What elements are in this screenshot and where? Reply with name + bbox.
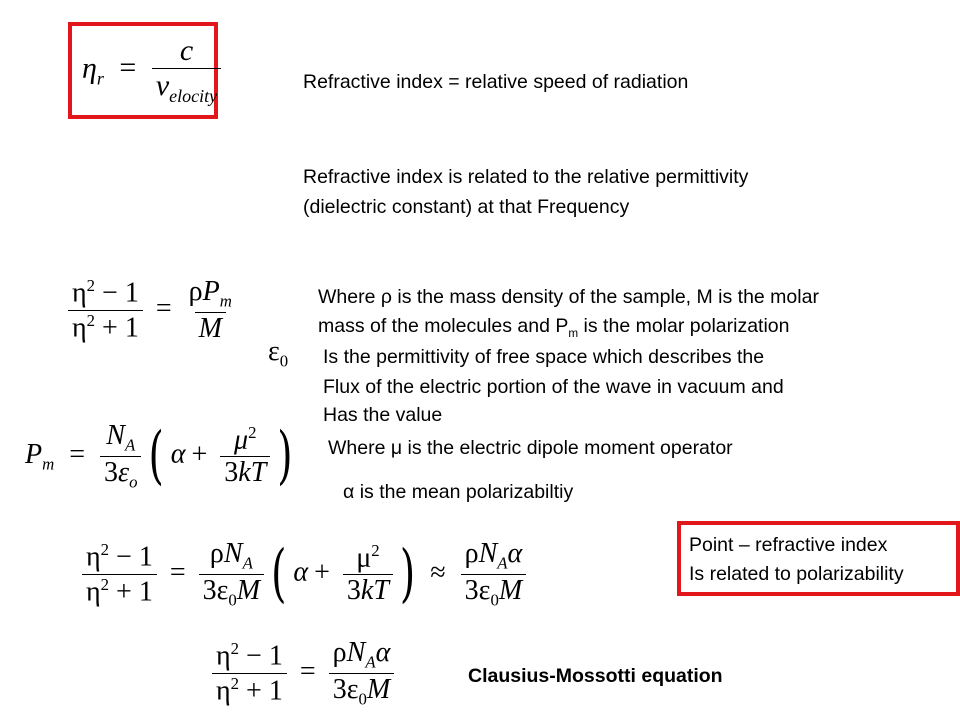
clausius-mossotti-formula: $\frac{\eta^2 - 1}{\eta^2 + 1}$ = $\frac{\rho N_A\alpha}{3\varepsilon_0M}$ bbox=[212, 637, 394, 709]
eps-text-line3: Has the value bbox=[323, 404, 443, 426]
molar-polarization-equation: $P_m$ = $\frac{N_A}{3\varepsilon_o}$ ( α + $\frac{\mu^2}{3kT}$ ) bbox=[25, 420, 293, 493]
point-text-line1: Point – refractive index bbox=[689, 534, 888, 556]
point-text-line2: Is related to polarizability bbox=[689, 563, 904, 585]
refractive-speed-text: Refractive index = relative speed of radiation bbox=[303, 71, 689, 93]
where-rho-text-line1: Where ρ is the mass density of the sample, M is the molar bbox=[318, 286, 819, 308]
alpha-mean-text: α is the mean polarizabiltiy bbox=[343, 481, 574, 503]
permittivity-text-line2: (dielectric constant) at that Frequency bbox=[303, 196, 630, 218]
refractive-polarizability-equation: $\frac{\eta^2 - 1}{\eta^2 + 1}$ = $\frac{\rho N_A}{3\varepsilon_0M}$ ( α + $\frac{\mu^2}{3kT}$ ) ≈ $\frac{\rho N_A\alpha}{3\varepsilon_0M}$ bbox=[82, 538, 526, 610]
permittivity-text-line1: Refractive index is related to the relative permittivity bbox=[303, 166, 749, 188]
epsilon-zero-symbol: $\varepsilon_0$ bbox=[268, 336, 289, 371]
clausius-mossotti-label: Clausius-Mossotti equation bbox=[468, 665, 723, 687]
refractive-index-formula: $\eta_r$ = $\frac{c}{v_{elocity}}$ bbox=[82, 34, 221, 107]
where-rho-text-line2: mass of the molecules and $P_m$ is the molar polarization bbox=[318, 315, 790, 340]
where-mu-text: Where μ is the electric dipole moment operator bbox=[328, 437, 733, 459]
eps-text-line2: Flux of the electric portion of the wave in vacuum and bbox=[323, 376, 784, 398]
lorentz-lorenz-equation: $\frac{\eta^2 - 1}{\eta^2 + 1}$ = $\frac{\rho P_m}{M}$ bbox=[68, 276, 236, 345]
eps-text-line1: Is the permittivity of free space which describes the bbox=[323, 346, 765, 368]
